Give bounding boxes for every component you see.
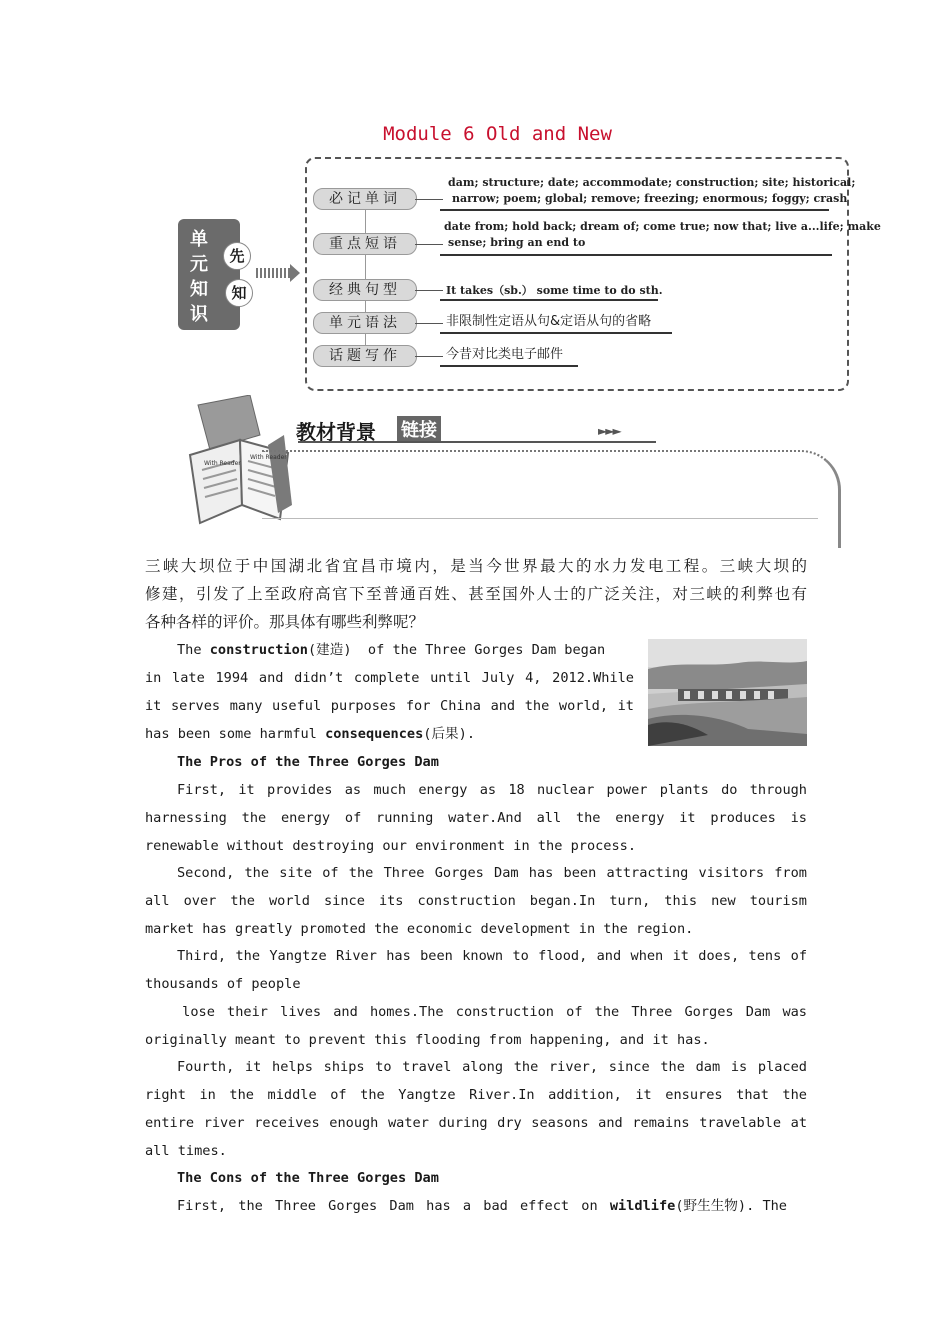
sentence-pattern: It takes（sb.） some time to do sth. xyxy=(446,284,663,297)
cons-text: First, the Three Gorges Dam has a bad effect on xyxy=(177,1198,610,1214)
connector xyxy=(415,199,443,200)
badge-circle-xian: 先 xyxy=(223,242,251,270)
unit-grammar: 非限制性定语从句&定语从句的省略 xyxy=(446,314,652,329)
key-phrases-line-1: date from; hold back; dream of; come true; now that; live a...life; make xyxy=(444,220,881,233)
book-label-1: With Reader xyxy=(204,460,241,467)
badge-char-1: 单 xyxy=(190,229,208,250)
pros-3-line-4: originally meant to prevent this flooding from happening, and it has. xyxy=(145,1032,710,1048)
para1-line-4 xyxy=(145,720,475,748)
content-underline xyxy=(440,365,578,367)
pros-4-line-4: all times. xyxy=(145,1143,227,1159)
banner-bottom-rule xyxy=(262,518,818,519)
para1-line-3: it serves many useful purposes for China and the world, it xyxy=(145,698,634,714)
cons-heading: The Cons of the Three Gorges Dam xyxy=(177,1170,439,1186)
cons-1-line-1 xyxy=(177,1192,807,1220)
para1-line-1 xyxy=(177,636,634,664)
vocab-consequences: consequences xyxy=(325,726,424,742)
pros-3-line-3: lose their lives and homes.The construction of the Three Gorges Dam was xyxy=(170,1004,807,1020)
para1-text: (后果). xyxy=(423,726,476,742)
connector xyxy=(415,356,443,357)
banner-rule xyxy=(298,441,656,443)
module-title: Module 6 Old and New xyxy=(383,123,612,145)
tag-unit-grammar: 单元语法 xyxy=(313,312,417,334)
content-underline xyxy=(440,209,829,211)
cons-text: (野生生物). The xyxy=(675,1198,787,1214)
key-words-line-2: narrow; poem; global; remove; freezing; enormous; foggy; crash xyxy=(452,192,848,205)
vocab-wildlife: wildlife xyxy=(609,1198,676,1214)
pros-3-line-1: Third, the Yangtze River has been known to flood, and when it does, tens of xyxy=(177,948,807,964)
para1-text: (建造) of the Three Gorges Dam began xyxy=(307,642,606,658)
banner-frame xyxy=(262,450,841,548)
vocab-construction: construction xyxy=(209,642,308,658)
arrow-head-icon xyxy=(290,264,300,282)
pros-1-line-2: harnessing the energy of running water.And all the energy it produces is xyxy=(145,810,807,826)
badge-char-4: 识 xyxy=(190,304,208,325)
unit-knowledge-badge xyxy=(178,219,240,330)
pros-heading: The Pros of the Three Gorges Dam xyxy=(177,754,439,770)
banner-title: 教材背景 xyxy=(296,420,376,444)
pros-4-line-3: entire river receives enough water during dry seasons and remains travelable at xyxy=(145,1115,807,1131)
topic-writing: 今昔对比类电子邮件 xyxy=(446,347,564,362)
banner-link-badge: 链接 xyxy=(397,416,441,442)
key-words-line-1: dam; structure; date; accommodate; construction; site; historical; xyxy=(448,176,856,189)
pros-4-line-1: Fourth, it helps ships to travel along the river, since the dam is placed xyxy=(177,1059,807,1075)
content-underline xyxy=(440,299,658,301)
intro-cn-line-2: 修建，引发了上至政府高官下至普通百姓、甚至国外人士的广泛关注，对三峡的利弊也有 xyxy=(145,585,807,603)
content-underline xyxy=(440,254,832,256)
intro-cn-line-3: 各种各样的评价。那具体有哪些利弊呢？ xyxy=(145,613,425,631)
tag-sentence-patterns: 经典句型 xyxy=(313,279,417,301)
para1-text: The xyxy=(177,642,210,658)
pros-4-line-2: right in the middle of the Yangtze River.In addition, it ensures that the xyxy=(145,1087,807,1103)
badge-char-3: 知 xyxy=(190,279,208,300)
pros-1-line-1: First, it provides as much energy as 18 nuclear power plants do through xyxy=(177,782,807,798)
intro-cn-line-1: 三峡大坝位于中国湖北省宜昌市境内，是当今世界最大的水力发电工程。三峡大坝的 xyxy=(145,557,807,575)
pros-3-line-2: thousands of people xyxy=(145,976,301,992)
badge-char-2: 元 xyxy=(190,254,208,275)
content-underline xyxy=(440,332,672,334)
tag-topic-writing: 话题写作 xyxy=(313,345,417,367)
book-label-2: With Reader xyxy=(250,454,287,461)
badge-circle-zhi: 知 xyxy=(225,279,253,307)
connector xyxy=(415,290,443,291)
key-phrases-line-2: sense; bring an end to xyxy=(448,236,586,249)
cons-vocab xyxy=(610,1192,807,1220)
tag-key-words: 必记单词 xyxy=(313,188,417,210)
tag-key-phrases: 重点短语 xyxy=(313,233,417,255)
connector xyxy=(415,244,443,245)
three-gorges-dam-photo xyxy=(648,639,807,746)
pros-2-line-1: Second, the site of the Three Gorges Dam has been attracting visitors from xyxy=(177,865,807,881)
pros-2-line-2: all over the world since its construction began.In turn, this new tourism xyxy=(145,893,807,909)
pros-1-line-3: renewable without destroying our environment in the process. xyxy=(145,838,637,854)
triple-arrow-icon: ►►► xyxy=(598,424,620,438)
para1-line-2: in late 1994 and didn’t complete until July 4, 2012.While xyxy=(145,670,634,686)
para1-text: has been some harmful xyxy=(145,726,326,742)
connector xyxy=(415,323,443,324)
pros-2-line-3: market has greatly promoted the economic development in the region. xyxy=(145,921,694,937)
arrow-right-icon xyxy=(256,268,292,278)
